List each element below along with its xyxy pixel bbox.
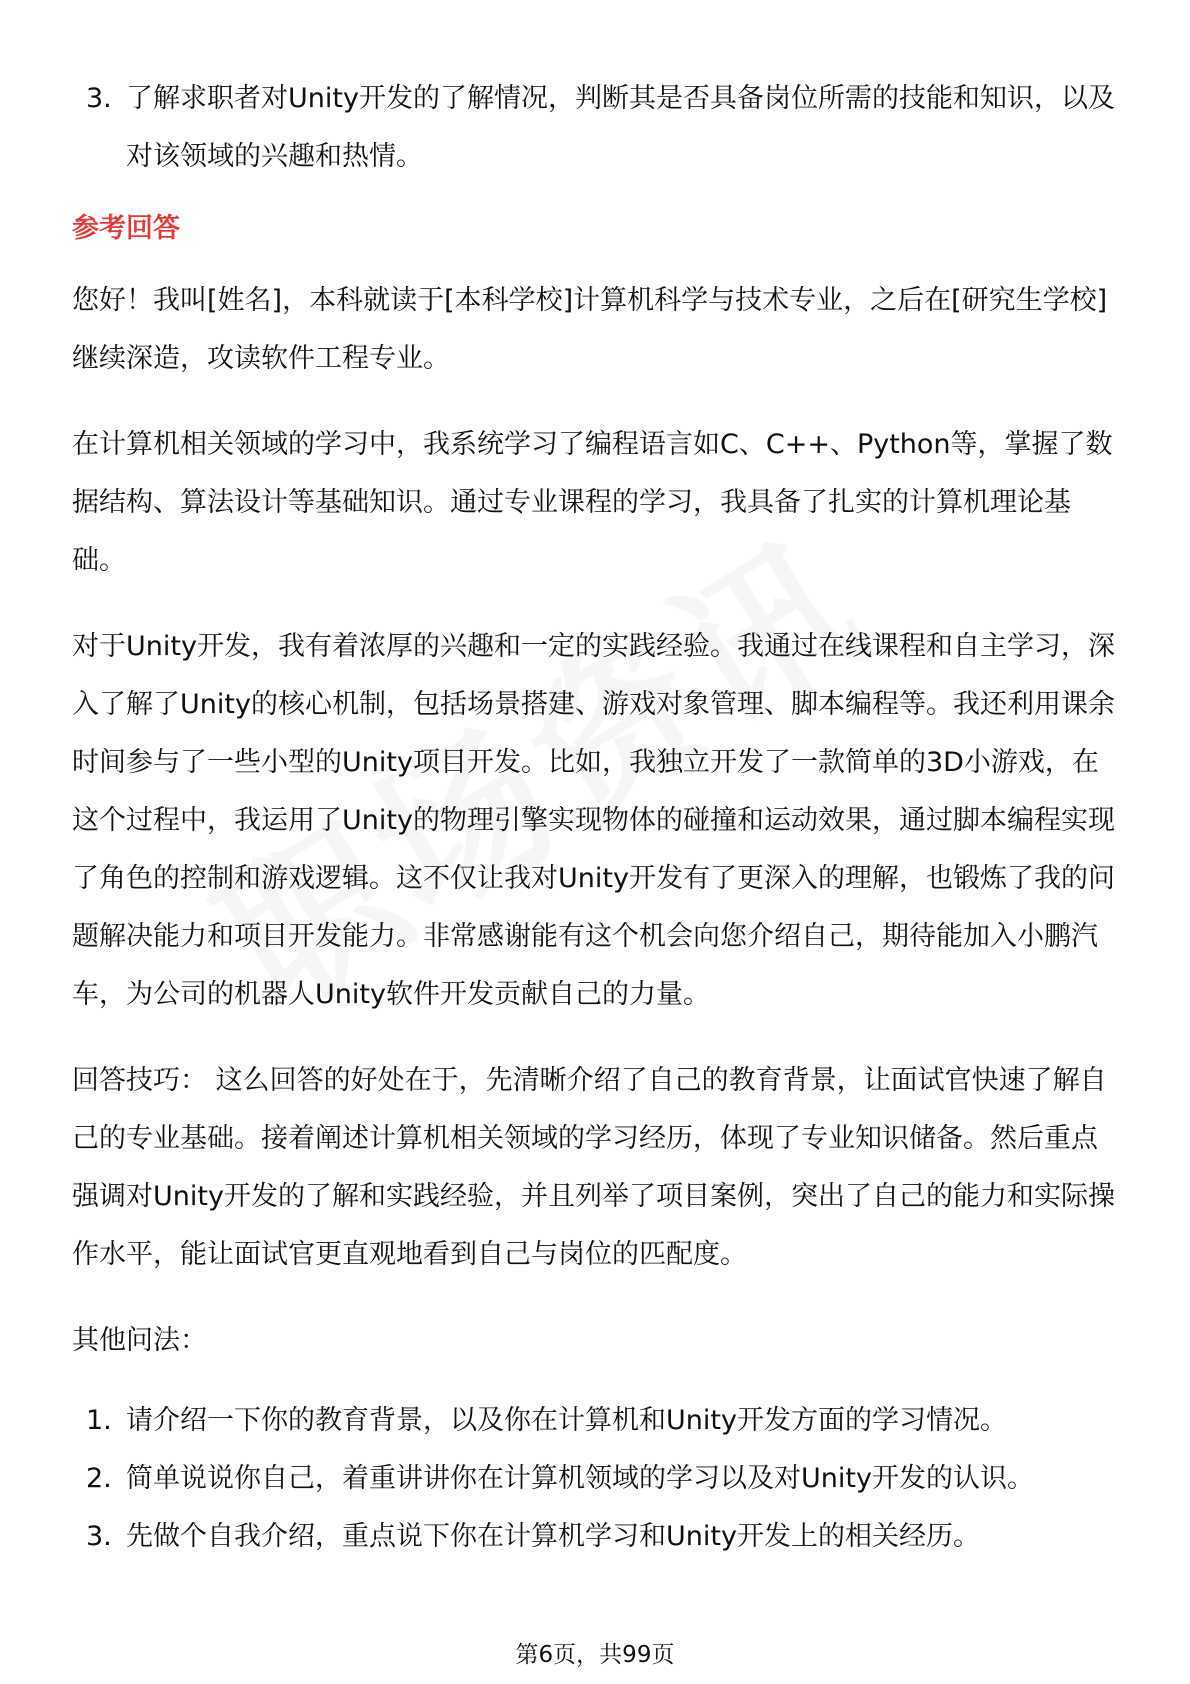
other-questions-heading: 其他问法： (72, 1325, 207, 1356)
list-item (72, 1508, 1122, 1566)
list-text: 请介绍一下你的教育背景，以及你在计算机和Unity开发方面的学习情况。 (126, 1405, 1007, 1436)
list-text: 简单说说你自己，着重讲讲你在计算机领域的学习以及对Unity开发的认识。 (126, 1463, 1034, 1494)
other-questions-list (72, 1392, 1122, 1566)
list-number: 1. (86, 1405, 112, 1436)
reference-answer-heading: 参考回答 (72, 213, 180, 244)
question-purpose-list (72, 70, 1122, 186)
list-item (72, 1392, 1122, 1450)
list-item (72, 70, 1122, 186)
answer-paragraph-intro: 您好！我叫[姓名]，本科就读于[本科学校]计算机科学与技术专业，之后在[研究生学校]继续深造，攻读软件工程专业。 (72, 285, 1108, 374)
answer-paragraph-study: 在计算机相关领域的学习中，我系统学习了编程语言如C、C++、Python等，掌握了数据结构、算法设计等基础知识。通过专业课程的学习，我具备了扎实的计算机理论基础。 (72, 429, 1113, 576)
list-text: 先做个自我介绍，重点说下你在计算机学习和Unity开发上的相关经历。 (126, 1521, 980, 1552)
page-content (72, 70, 1122, 1566)
page-footer: 第6页，共99页 (515, 1642, 675, 1668)
answer-paragraph-unity: 对于Unity开发，我有着浓厚的兴趣和一定的实践经验。我通过在线课程和自主学习，深入了解了Unity的核心机制，包括场景搭建、游戏对象管理、脚本编程等。我还利用课余时间参与了一些小型的Unity项目开发。比如，我独立开发了一款简单的3D小游戏，在这个过程中，我运用了Unity的物理引擎实现物体的碰撞和运动效果，通过脚本编程实现了角色的控制和游戏逻辑。这不仅让我对Unity开发有了更深入的理解，也锻炼了我的问题解决能力和项目开发能力。非常感谢能有这个机会向您介绍自己，期待能加入小鹏汽车，为公司的机器人Unity软件开发贡献自己的力量。 (72, 631, 1115, 1010)
list-item (72, 1450, 1122, 1508)
list-text: 了解求职者对Unity开发的了解情况，判断其是否具备岗位所需的技能和知识，以及对该领域的兴趣和热情。 (126, 83, 1115, 172)
list-number: 2. (86, 1463, 112, 1494)
list-number: 3. (86, 83, 112, 114)
list-number: 3. (86, 1521, 112, 1552)
answer-tips-paragraph: 回答技巧： 这么回答的好处在于，先清晰介绍了自己的教育背景，让面试官快速了解自己的专业基础。接着阐述计算机相关领域的学习经历，体现了专业知识储备。然后重点强调对Unity开发的了解和实践经验，并且列举了项目案例，突出了自己的能力和实际操作水平，能让面试官更直观地看到自己与岗位的匹配度。 (72, 1065, 1115, 1270)
